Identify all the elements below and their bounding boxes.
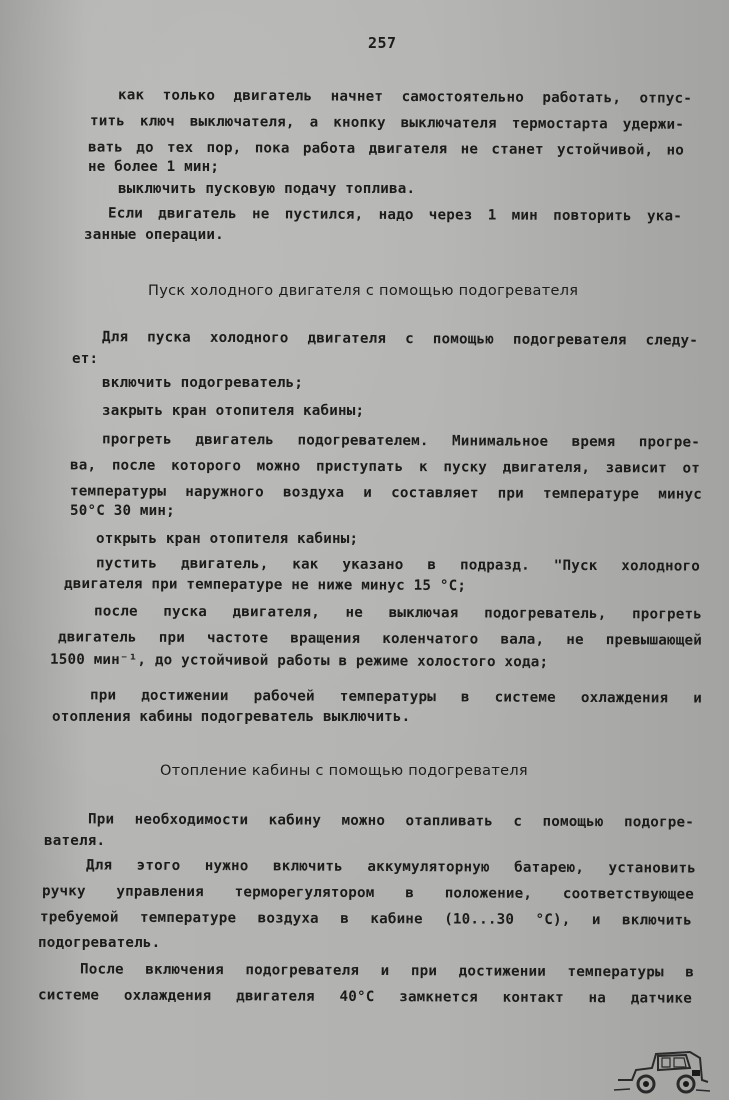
text-line: прогреть двигатель подогревателем. Минимальное время прогре-: [101, 431, 701, 451]
text-line: Для пуска холодного двигателя с помощью подогревателя следу-: [101, 329, 699, 349]
text-line: температуры наружного воздуха и составляет при температуре минус: [69, 483, 703, 503]
truck-stamp-icon: [612, 1040, 712, 1096]
text-line: закрыть кран отопителя кабины;: [102, 403, 365, 419]
text-line: ет:: [72, 351, 99, 367]
text-line: тить ключ выключателя, а кнопку выключателя термостарта удержи-: [89, 113, 685, 133]
page-number: 257: [368, 34, 397, 52]
text-line: 1500 мин⁻¹, до устойчивой работы в режиме холостого хода;: [49, 651, 549, 671]
text-line: не более 1 мин;: [88, 159, 220, 175]
text-line: 50°С 30 мин;: [70, 503, 175, 519]
text-line: двигателя при температуре не ниже минус 15 °С;: [63, 575, 467, 595]
text-line: ва, после которого можно приступать к пуску двигателя, зависит от: [69, 457, 701, 477]
text-line: двигатель при частоте вращения коленчатого вала, не превышающей: [57, 629, 703, 649]
text-line: При необходимости кабину можно отапливать с помощью подогре-: [87, 811, 695, 831]
section-heading: Пуск холодного двигателя с помощью подогревателя: [148, 283, 579, 299]
text-line: Если двигатель не пустился, надо через 1 мин повторить ука-: [107, 205, 683, 225]
text-line: системе охлаждения двигателя 40°С замкнется контакт на датчике: [37, 987, 693, 1007]
text-line: требуемой температуре воздуха в кабине (10...30 °С), и включить: [39, 909, 693, 929]
section-heading: Отопление кабины с помощью подогревателя: [160, 763, 528, 779]
text-line: ручку управления терморегулятором в положение, соответствующее: [41, 883, 695, 903]
text-line: занные операции.: [84, 227, 224, 243]
text-line: как только двигатель начнет самостоятельно работать, отпус-: [117, 87, 693, 107]
text-line: вателя.: [44, 833, 106, 849]
text-line: открыть кран отопителя кабины;: [96, 531, 359, 547]
text-line: включить подогреватель;: [102, 375, 304, 391]
text-line: выключить пусковую подачу топлива.: [118, 181, 416, 197]
text-line: После включения подогревателя и при достижении температуры в: [79, 961, 695, 981]
text-line: вать до тех пор, пока работа двигателя не станет устойчивой, но: [87, 139, 685, 159]
text-line: подогреватель.: [38, 935, 161, 951]
text-line: пустить двигатель, как указано в подразд. "Пуск холодного: [95, 555, 701, 575]
text-line: при достижении рабочей температуры в системе охлаждения и: [89, 687, 703, 707]
text-line: отопления кабины подогреватель выключить.: [52, 709, 411, 725]
text-line: Для этого нужно включить аккумуляторную батарею, установить: [85, 857, 697, 877]
text-line: после пуска двигателя, не выключая подогреватель, прогреть: [93, 603, 703, 623]
